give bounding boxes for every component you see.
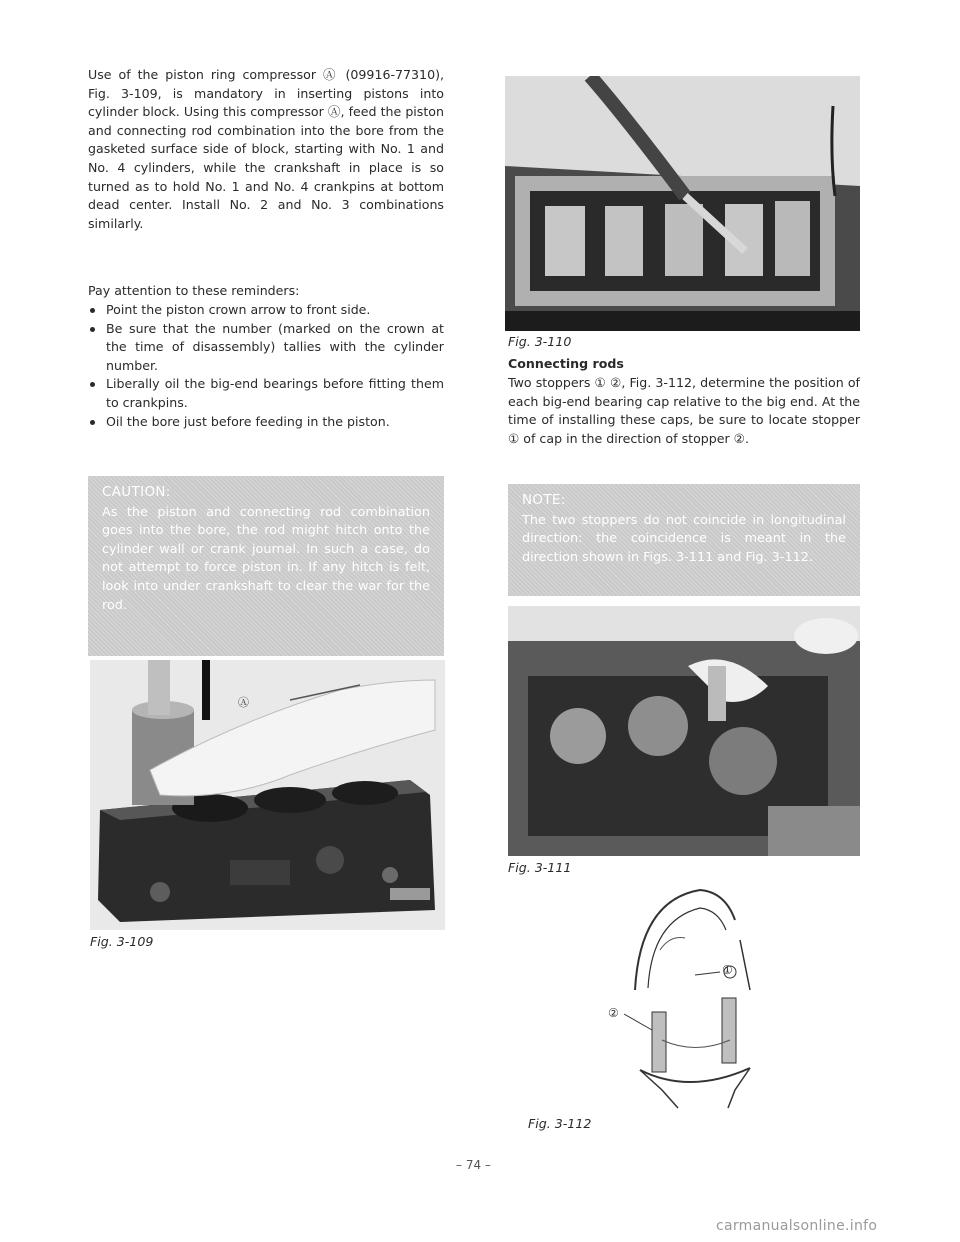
bullet-icon	[90, 308, 95, 313]
stopper-2-callout: ②	[608, 1006, 619, 1020]
connecting-rods-heading: Connecting rods	[508, 356, 624, 371]
fig-3-112-caption: Fig. 3-112	[528, 1116, 592, 1131]
fig-3-111-caption: Fig. 3-111	[508, 860, 572, 875]
caution-text: As the piston and connecting rod combination goes into the bore, the rod might hitch onto the cylinder wall or crank journal. In such a case, do not attempt to force piston in. If any hitch is felt, look into under crankshaft to clear the war for the rod.	[102, 504, 430, 613]
note-box	[508, 484, 860, 596]
reminders-list	[88, 301, 444, 431]
stopper-1-callout: ①	[722, 963, 733, 977]
reminder-item: Liberally oil the big-end bearings before fitting them to crankpins.	[88, 375, 444, 412]
crankcase-oiling-illustration	[505, 76, 860, 331]
fig-3-112-diagram	[600, 880, 780, 1110]
bullet-icon	[90, 420, 95, 425]
fig-3-109-caption: Fig. 3-109	[90, 934, 154, 949]
reminder-item: Be sure that the number (marked on the crown at the time of disassembly) tallies with the cylinder number.	[88, 320, 444, 376]
note-heading: NOTE:	[522, 493, 566, 508]
reminder-item: Point the piston crown arrow to front side.	[88, 301, 444, 320]
connecting-rods-paragraph: Two stoppers ① ②, Fig. 3-112, determine the position of each big-end bearing cap relative to the big end. At the time of installing these caps, be sure to locate stopper ① of cap in the direction of stopper ②.	[508, 375, 860, 446]
connecting-rod-cap-diagram	[600, 880, 780, 1110]
reminder-item: Oil the bore just before feeding in the piston.	[88, 413, 444, 432]
watermark: carmanualsonline.info	[716, 1218, 878, 1234]
note-text: The two stoppers do not coincide in longitudinal direction: the coincidence is meant in the direction shown in Figs. 3-111 and Fig. 3-112.	[522, 512, 846, 565]
page-number: – 74 –	[456, 1158, 491, 1172]
caution-box	[88, 476, 444, 656]
fig-3-110-photo	[505, 76, 860, 331]
bearing-cap-install-illustration	[508, 606, 860, 856]
fig-3-109-callout: Ⓐ	[238, 696, 249, 709]
fig-3-110-caption: Fig. 3-110	[508, 334, 572, 349]
fig-3-109-photo	[90, 660, 445, 930]
caution-heading: CAUTION:	[102, 485, 171, 500]
reminders-lead: Pay attention to these reminders:	[88, 283, 300, 298]
bullet-icon	[90, 382, 95, 387]
bullet-icon	[90, 327, 95, 332]
piston-compressor-illustration	[90, 660, 445, 930]
fig-3-111-photo	[508, 606, 860, 856]
intro-paragraph: Use of the piston ring compressor Ⓐ (09916-77310), Fig. 3-109, is mandatory in inserting pistons into cylinder block. Using this compressor Ⓐ, feed the piston and connecting rod combination into the bore from the gasketed surface side of block, starting with No. 1 and No. 4 cylinders, while the crankshaft in place is so turned as to hold No. 1 and No. 4 crankpins at bottom dead center. Install No. 2 and No. 3 combinations similarly.	[88, 67, 444, 231]
